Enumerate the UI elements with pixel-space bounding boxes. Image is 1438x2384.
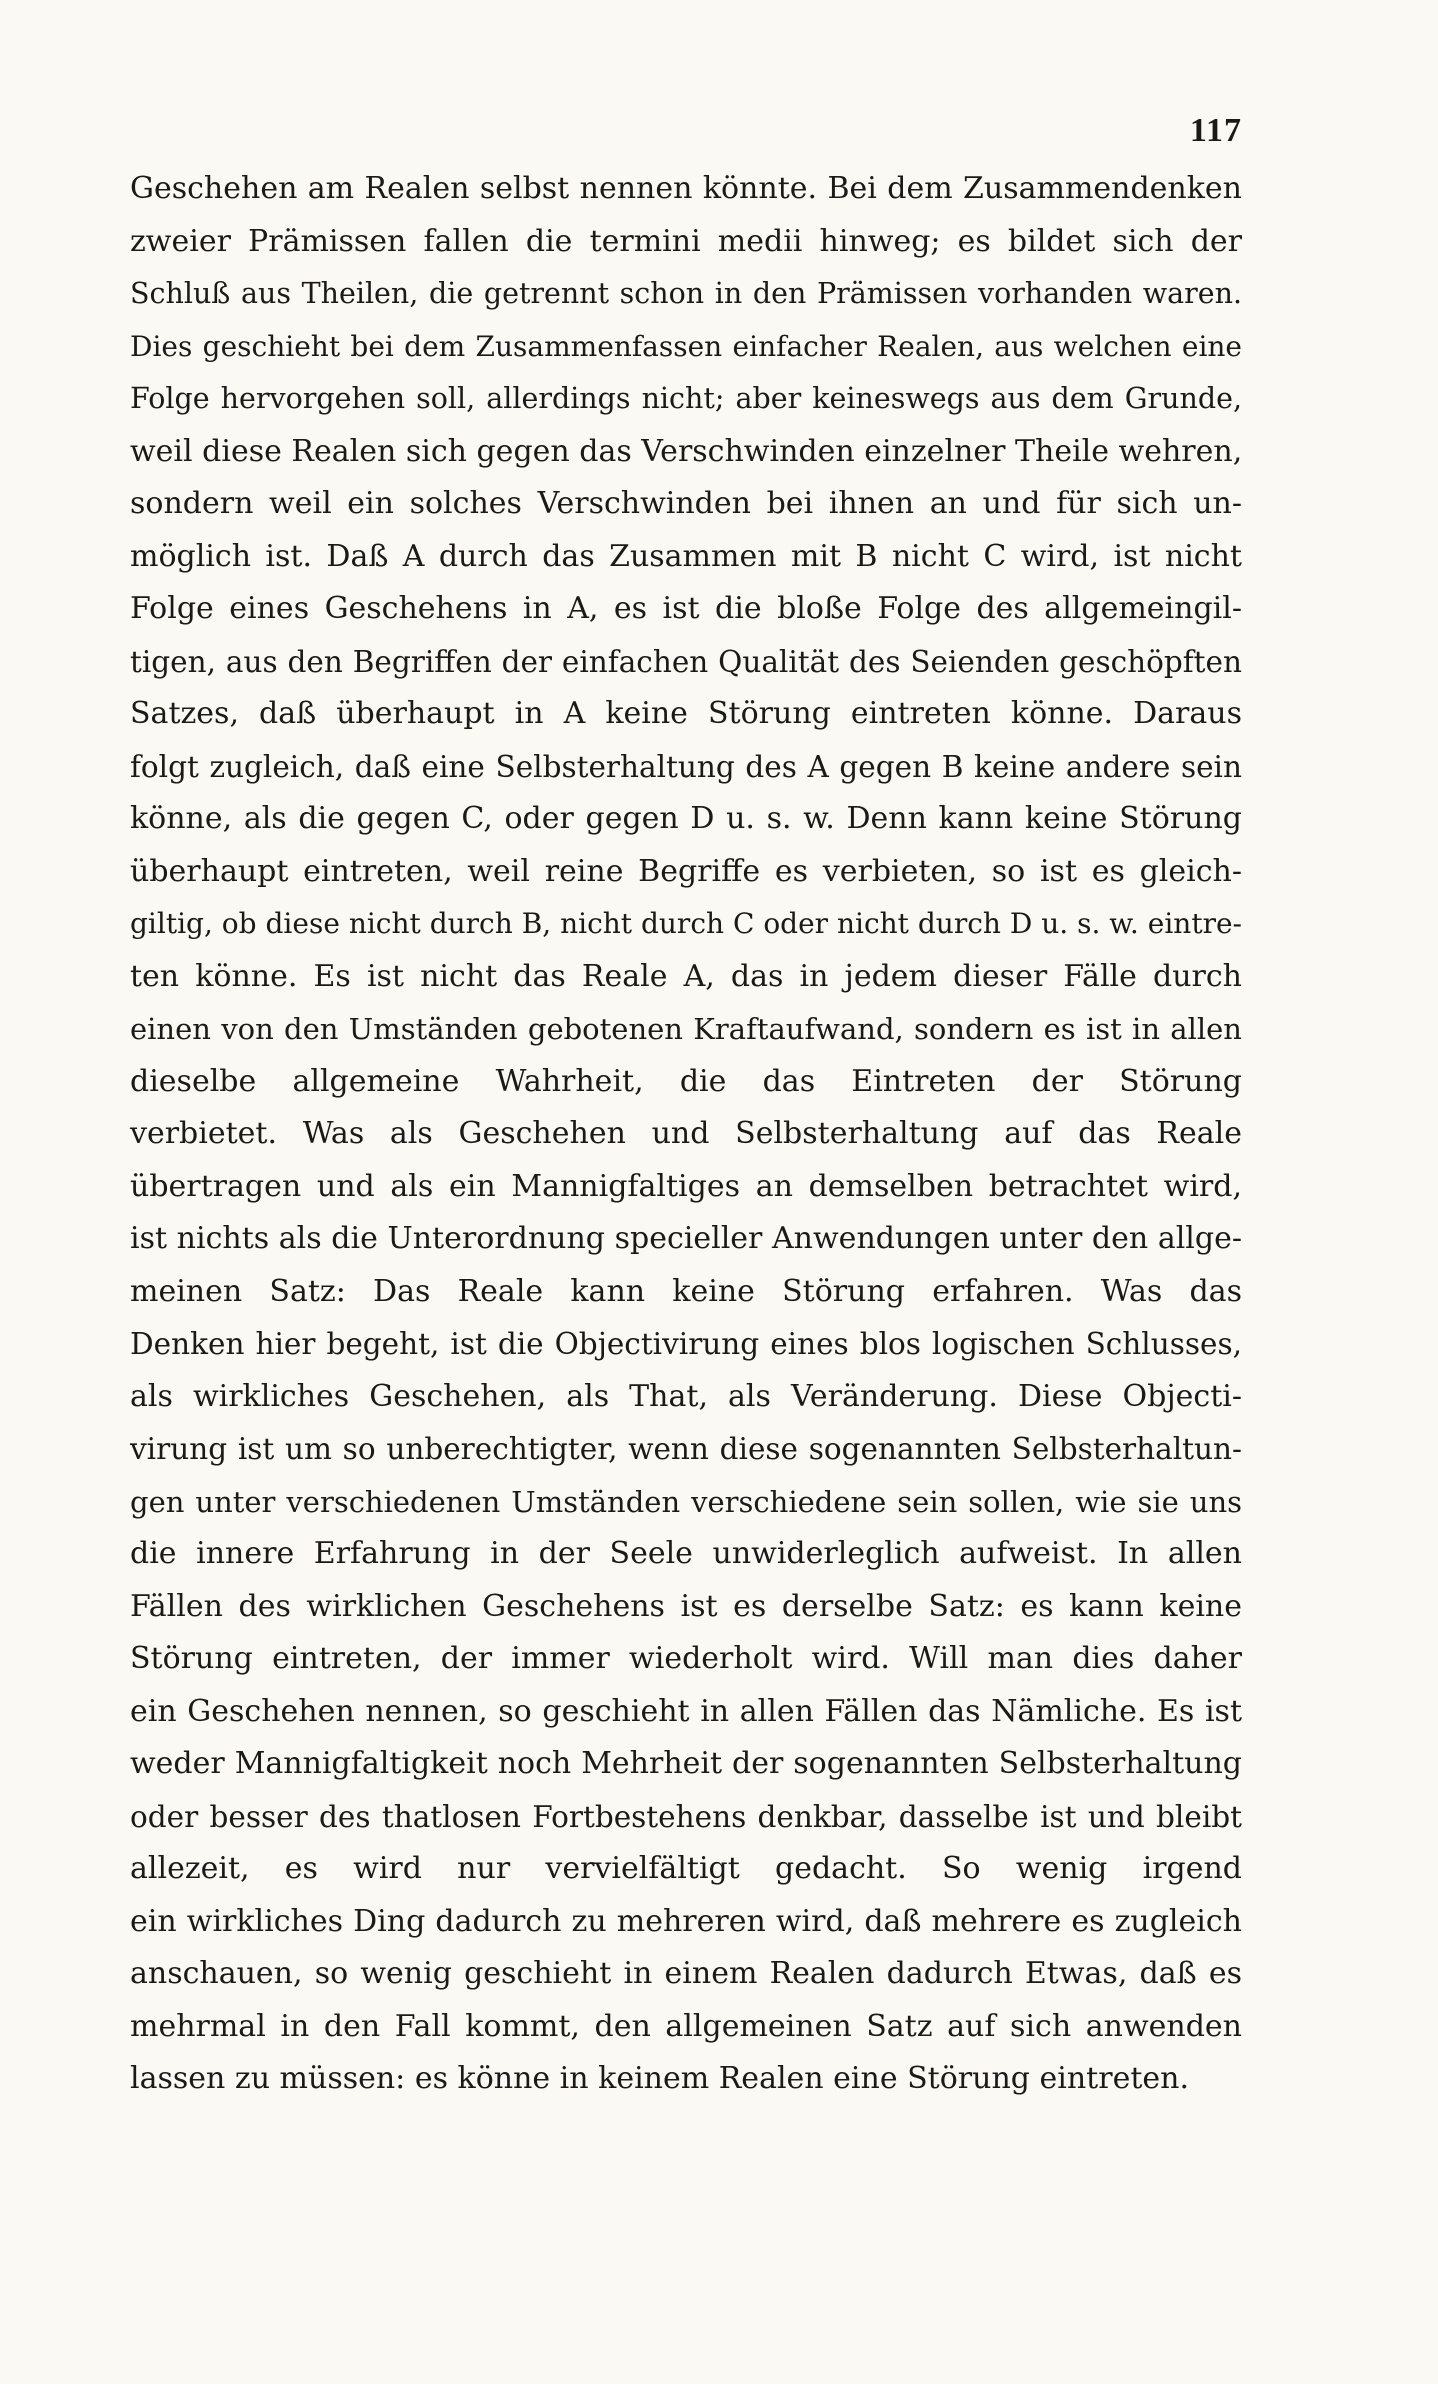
text-line: allezeit, es wird nur vervielfältigt gedacht. So wenig irgend bbox=[130, 1851, 1242, 1886]
text-line: als wirkliches Geschehen, als That, als Veränderung. Diese Objecti- bbox=[130, 1378, 1242, 1414]
text-line: Folge hervorgehen soll, allerdings nicht; aber keineswegs aus dem Grunde, bbox=[130, 382, 1242, 415]
text-line: Geschehen am Realen selbst nennen könnte. Bei dem Zusammendenken bbox=[130, 171, 1242, 206]
text-line: übertragen und als ein Mannigfaltiges an demselben betrachtet wird, bbox=[130, 1168, 1242, 1204]
text-line: meinen Satz: Das Reale kann keine Störung erfahren. Was das bbox=[130, 1273, 1242, 1309]
text-line: dieselbe allgemeine Wahrheit, die das Eintreten der Störung bbox=[130, 1063, 1242, 1099]
text-line: tigen, aus den Begriffen der einfachen Qualität des Seienden geschöpften bbox=[130, 644, 1242, 679]
text-line: Satzes, daß überhaupt in A keine Störung eintreten könne. Daraus bbox=[130, 696, 1242, 731]
text-line: Schluß aus Theilen, die getrennt schon in den Prämissen vorhanden waren. bbox=[130, 277, 1242, 310]
text-line: anschauen, so wenig geschieht in einem Realen dadurch Etwas, daß es bbox=[130, 1956, 1242, 1991]
text-line: lassen zu müssen: es könne in keinem Realen eine Störung eintreten. bbox=[130, 2061, 1189, 2096]
text-line: Denken hier begeht, ist die Objectivirung eines blos logischen Schlusses, bbox=[130, 1327, 1242, 1361]
text-line: mehrmal in den Fall kommt, den allgemeinen Satz auf sich anwenden bbox=[130, 2008, 1242, 2044]
text-line: ist nichts als die Unterordnung specieller Anwendungen unter den allge- bbox=[130, 1221, 1242, 1256]
text-line: zweier Prämissen fallen die termini medii hinweg; es bildet sich der bbox=[130, 223, 1242, 259]
body-text bbox=[130, 163, 1242, 2106]
text-line: ein wirkliches Ding dadurch zu mehreren wird, daß mehrere es zugleich bbox=[130, 1903, 1242, 1939]
text-line: weil diese Realen sich gegen das Verschwinden einzelner Theile wehren, bbox=[130, 433, 1243, 469]
page-number: 117 bbox=[1189, 112, 1242, 149]
text-line: gen unter verschiedenen Umständen verschiedene sein sollen, wie sie uns bbox=[130, 1484, 1242, 1519]
text-line: Folge eines Geschehens in A, es ist die bloße Folge des allgemeingil- bbox=[130, 591, 1242, 626]
text-line: sondern weil ein solches Verschwinden bei ihnen an und für sich un- bbox=[130, 486, 1242, 521]
text-line: einen von den Umständen gebotenen Kraftaufwand, sondern es ist in allen bbox=[130, 1012, 1242, 1046]
text-line: virung ist um so unberechtigter, wenn diese sogenannten Selbsterhaltun- bbox=[130, 1432, 1242, 1466]
text-line: möglich ist. Daß A durch das Zusammen mit B nicht C wird, ist nicht bbox=[130, 538, 1242, 574]
text-line: ten könne. Es ist nicht das Reale A, das in jedem dieser Fälle durch bbox=[130, 958, 1242, 994]
text-line: oder besser des thatlosen Fortbestehens denkbar, dasselbe ist und bleibt bbox=[130, 1799, 1242, 1834]
text-line: Dies geschieht bei dem Zusammenfassen einfacher Realen, aus welchen eine bbox=[130, 329, 1242, 363]
text-line: giltig, ob diese nicht durch B, nicht durch C oder nicht durch D u. s. w. eintre- bbox=[130, 907, 1242, 940]
text-line: Störung eintreten, der immer wiederholt wird. Will man dies daher bbox=[130, 1641, 1242, 1676]
text-line: könne, als die gegen C, oder gegen D u. s. w. Denn kann keine Störung bbox=[130, 801, 1242, 836]
text-line: ein Geschehen nennen, so geschieht in allen Fällen das Nämliche. Es ist bbox=[130, 1693, 1242, 1729]
text-line: überhaupt eintreten, weil reine Begriffe es verbieten, so ist es gleich- bbox=[130, 853, 1242, 889]
text-line: verbietet. Was als Geschehen und Selbsterhaltung auf das Reale bbox=[130, 1116, 1242, 1151]
text-line: folgt zugleich, daß eine Selbsterhaltung des A gegen B keine andere sein bbox=[130, 749, 1242, 784]
text-line: weder Mannigfaltigkeit noch Mehrheit der sogenannten Selbsterhaltung bbox=[130, 1746, 1242, 1781]
text-line: die innere Erfahrung in der Seele unwiderleglich aufweist. In allen bbox=[130, 1536, 1242, 1571]
text-line: Fällen des wirklichen Geschehens ist es derselbe Satz: es kann keine bbox=[130, 1588, 1242, 1624]
